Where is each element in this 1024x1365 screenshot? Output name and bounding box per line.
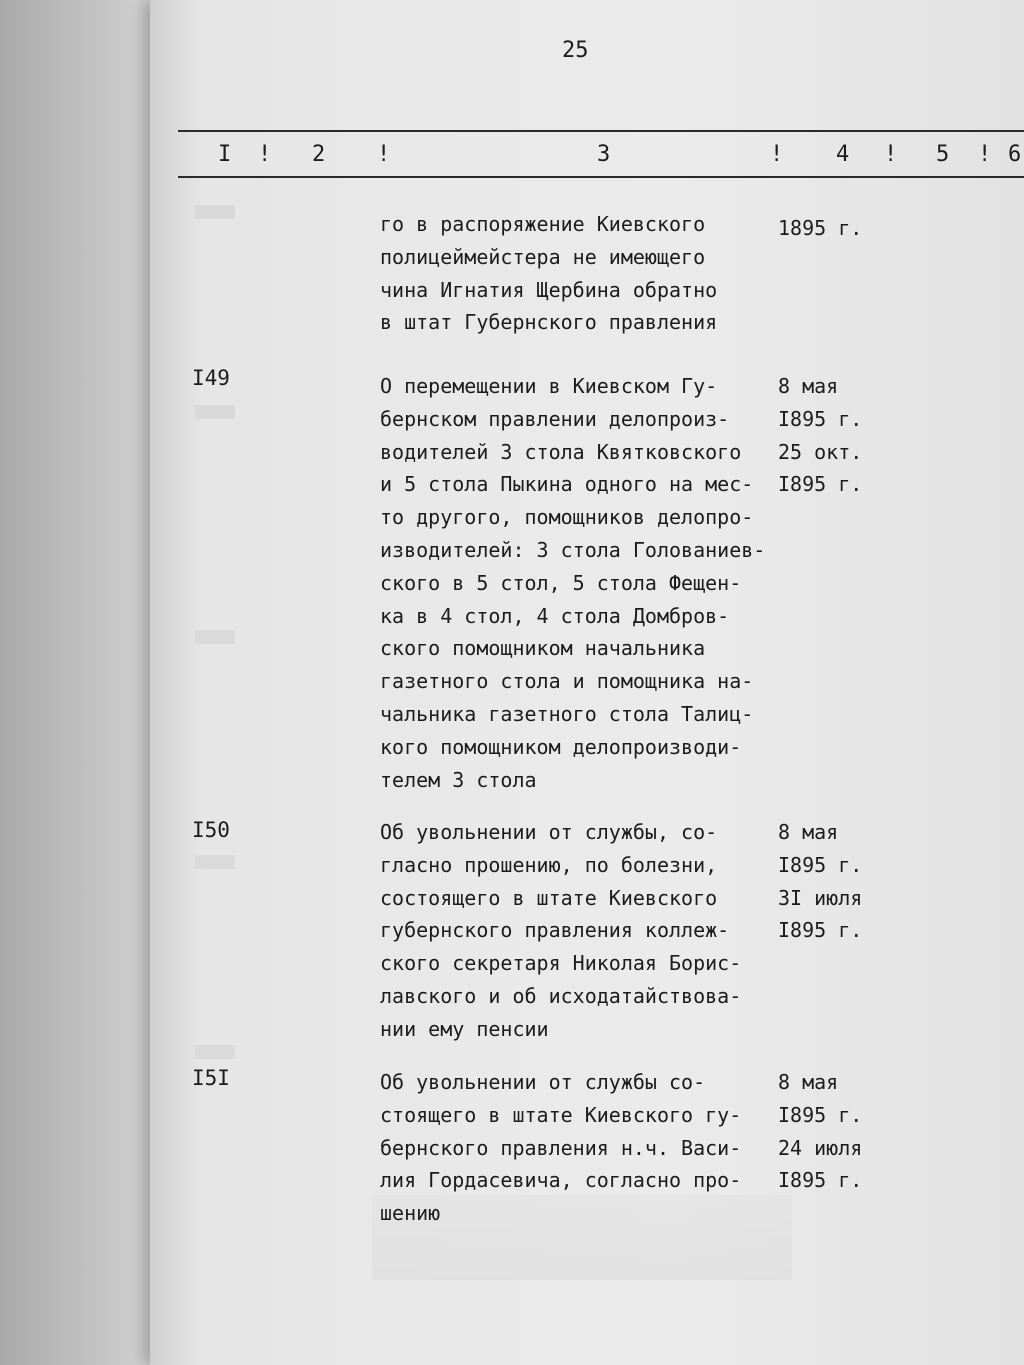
date-line: I895 г.	[778, 406, 863, 431]
entry-dates	[778, 212, 898, 245]
description-line: и 5 стола Пыкина одного на мес-	[380, 472, 754, 497]
description-line: водителей 3 стола Квятковского	[380, 439, 742, 464]
entry-number: I5I	[192, 1066, 230, 1090]
description-line: нии ему пенсии	[380, 1016, 549, 1041]
bleed-through-mark	[195, 205, 235, 219]
column-separator: !	[884, 142, 898, 167]
description-line: стоящего в штате Киевского гу-	[380, 1102, 742, 1127]
date-line: 25 окт.	[778, 439, 863, 464]
column-separator: !	[978, 142, 992, 167]
bleed-through-mark	[195, 855, 235, 869]
description-line: изводителей: 3 стола Голованиев-	[380, 537, 766, 562]
description-line: Об увольнении от службы, со-	[380, 820, 718, 844]
entry-number: I49	[192, 366, 230, 390]
description-line: ского помощником начальника	[380, 636, 706, 661]
column-header-6: 6	[1008, 142, 1022, 167]
column-separator: !	[258, 142, 272, 167]
description-line: О перемещении в Киевском Гу-	[380, 374, 718, 398]
description-line: состоящего в штате Киевского	[380, 885, 718, 910]
description-line: лавского и об исходатайствова-	[380, 983, 742, 1008]
entry-description	[380, 1066, 780, 1230]
column-separator: !	[377, 142, 391, 167]
description-line: ского в 5 стол, 5 стола Фещен-	[380, 570, 742, 595]
entry-number: I50	[192, 818, 230, 842]
entry-dates	[778, 370, 898, 501]
bleed-through-mark	[195, 405, 235, 419]
bleed-through-mark	[195, 1045, 235, 1059]
bleed-through-mark	[195, 630, 235, 644]
description-line: кого помощником делопроизводи-	[380, 734, 742, 759]
column-header-1: I	[218, 142, 232, 167]
entry-dates	[778, 816, 898, 947]
description-line: в штат Губернского правления	[380, 310, 718, 335]
column-separator: !	[770, 142, 784, 167]
entry-dates	[778, 1066, 898, 1197]
date-line: I895 г.	[778, 918, 863, 943]
column-header-2: 2	[312, 142, 326, 167]
description-line: то другого, помощников делопро-	[380, 505, 754, 530]
date-line: 1895 г.	[778, 216, 863, 240]
description-line: телем 3 стола	[380, 767, 537, 792]
description-line: чина Игнатия Щербина обратно	[380, 277, 718, 302]
date-line: I895 г.	[778, 1168, 863, 1193]
date-line: I895 г.	[778, 852, 863, 877]
header-rule-bottom	[178, 176, 1024, 178]
description-line: полицеймейстера не имеющего	[380, 244, 706, 269]
date-line: I895 г.	[778, 1102, 863, 1127]
column-header-5: 5	[936, 142, 950, 167]
description-line: ского секретаря Николая Борис-	[380, 951, 742, 976]
description-line: газетного стола и помощника на-	[380, 669, 754, 694]
description-line: бернском правлении делопроиз-	[380, 406, 730, 431]
page-number: 25	[562, 38, 589, 63]
entry-description	[380, 816, 780, 1046]
description-line: лия Гордасевича, согласно про-	[380, 1168, 742, 1193]
header-rule-top	[178, 130, 1024, 132]
entry-description	[380, 370, 780, 796]
adjacent-page-edge	[0, 0, 170, 1365]
description-line: бернского правления н.ч. Васи-	[380, 1135, 742, 1160]
date-line: I895 г.	[778, 472, 863, 497]
description-line: го в распоряжение Киевского	[380, 212, 706, 236]
date-line: 8 мая	[778, 1070, 839, 1094]
date-line: 24 июля	[778, 1135, 863, 1160]
description-line: ка в 4 стол, 4 стола Домбров-	[380, 603, 730, 628]
column-header-3: 3	[597, 142, 611, 167]
description-line: губернского правления коллеж-	[380, 918, 730, 943]
description-line: Об увольнении от службы со-	[380, 1070, 706, 1094]
date-line: 3I июля	[778, 885, 863, 910]
date-line: 8 мая	[778, 820, 839, 844]
description-line: гласно прошению, по болезни,	[380, 852, 718, 877]
column-header-4: 4	[836, 142, 850, 167]
entry-description	[380, 208, 780, 339]
description-line: чальника газетного стола Талиц-	[380, 701, 754, 726]
date-line: 8 мая	[778, 374, 839, 398]
description-line: шению	[380, 1201, 441, 1226]
